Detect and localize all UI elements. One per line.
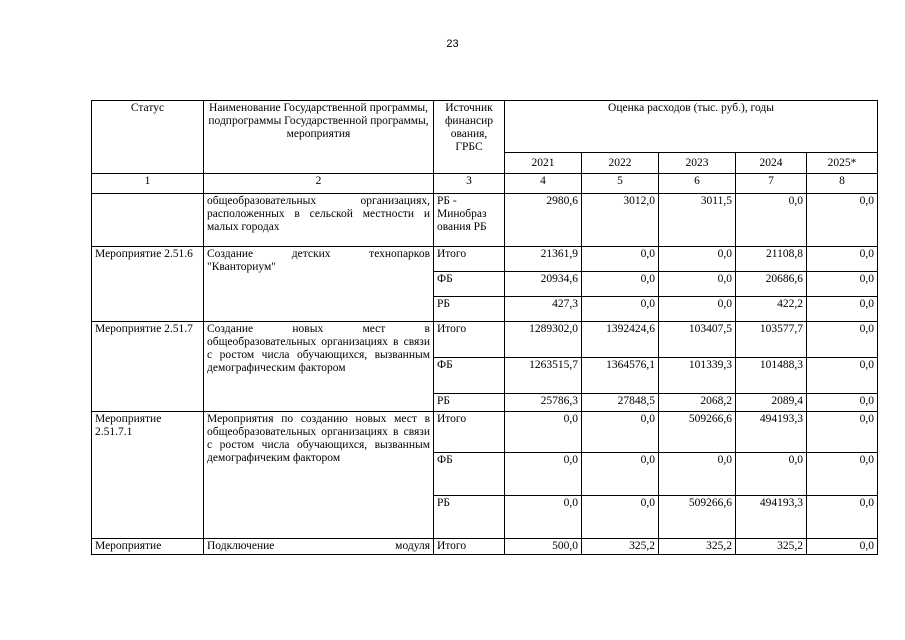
table-row bbox=[92, 322, 878, 358]
status-cell: Мероприятие 2.51.7.1 bbox=[92, 412, 204, 539]
value-cell: 20686,6 bbox=[736, 272, 807, 297]
column-number: 6 bbox=[659, 174, 736, 194]
source-cell: Итого bbox=[434, 539, 505, 555]
value-cell: 21361,9 bbox=[505, 247, 582, 272]
value-cell: 325,2 bbox=[582, 539, 659, 555]
value-cell: 21108,8 bbox=[736, 247, 807, 272]
status-cell: Мероприятие 2.51.6 bbox=[92, 247, 204, 322]
value-cell: 509266,6 bbox=[659, 496, 736, 539]
measure-name-cell: Создание детских технопарков "Кванториум" bbox=[204, 247, 434, 322]
value-cell: 422,2 bbox=[736, 297, 807, 322]
value-cell: 0,0 bbox=[807, 539, 878, 555]
value-cell: 494193,3 bbox=[736, 412, 807, 453]
column-number: 4 bbox=[505, 174, 582, 194]
value-cell: 0,0 bbox=[582, 496, 659, 539]
value-cell: 0,0 bbox=[582, 453, 659, 496]
value-cell: 325,2 bbox=[736, 539, 807, 555]
source-cell: Итого bbox=[434, 247, 505, 272]
column-number: 3 bbox=[434, 174, 505, 194]
value-cell: 0,0 bbox=[582, 412, 659, 453]
header-source: Источник финансир ования, ГРБС bbox=[434, 101, 505, 174]
source-cell: РБ bbox=[434, 394, 505, 412]
measure-name-cell: Подключение модуля bbox=[204, 539, 434, 555]
source-cell: ФБ bbox=[434, 358, 505, 394]
value-cell: 2980,6 bbox=[505, 194, 582, 247]
source-cell: ФБ bbox=[434, 272, 505, 297]
value-cell: 0,0 bbox=[659, 453, 736, 496]
value-cell: 0,0 bbox=[505, 412, 582, 453]
source-cell: РБ - Минобраз ования РБ bbox=[434, 194, 505, 247]
value-cell: 3011,5 bbox=[659, 194, 736, 247]
header-status: Статус bbox=[92, 101, 204, 174]
value-cell: 103407,5 bbox=[659, 322, 736, 358]
value-cell: 20934,6 bbox=[505, 272, 582, 297]
column-number: 2 bbox=[204, 174, 434, 194]
column-number: 8 bbox=[807, 174, 878, 194]
value-cell: 1289302,0 bbox=[505, 322, 582, 358]
value-cell: 0,0 bbox=[505, 453, 582, 496]
value-cell: 0,0 bbox=[807, 272, 878, 297]
value-cell: 427,3 bbox=[505, 297, 582, 322]
value-cell: 0,0 bbox=[807, 297, 878, 322]
status-cell bbox=[92, 194, 204, 247]
table-row bbox=[92, 194, 878, 247]
value-cell: 0,0 bbox=[807, 496, 878, 539]
header-row bbox=[92, 101, 878, 153]
value-cell: 1263515,7 bbox=[505, 358, 582, 394]
value-cell: 0,0 bbox=[582, 272, 659, 297]
header-year: 2024 bbox=[736, 153, 807, 174]
column-number-row bbox=[92, 174, 878, 194]
measure-name-cell: Мероприятия по созданию новых мест в общеобразовательных организациях в связи с ростом числа обучающихся, вызванным демографичеким фактором bbox=[204, 412, 434, 539]
value-cell: 101339,3 bbox=[659, 358, 736, 394]
value-cell: 0,0 bbox=[659, 247, 736, 272]
source-cell: РБ bbox=[434, 297, 505, 322]
column-number: 7 bbox=[736, 174, 807, 194]
value-cell: 0,0 bbox=[659, 297, 736, 322]
table-row bbox=[92, 412, 878, 453]
value-cell: 0,0 bbox=[807, 194, 878, 247]
value-cell: 1364576,1 bbox=[582, 358, 659, 394]
value-cell: 494193,3 bbox=[736, 496, 807, 539]
page-number: 23 bbox=[446, 38, 459, 50]
header-year: 2023 bbox=[659, 153, 736, 174]
header-year: 2021 bbox=[505, 153, 582, 174]
value-cell: 3012,0 bbox=[582, 194, 659, 247]
value-cell: 0,0 bbox=[582, 297, 659, 322]
header-expenses: Оценка расходов (тыс. руб.), годы bbox=[505, 101, 878, 153]
value-cell: 0,0 bbox=[736, 194, 807, 247]
column-number: 1 bbox=[92, 174, 204, 194]
source-cell: ФБ bbox=[434, 453, 505, 496]
value-cell: 0,0 bbox=[582, 247, 659, 272]
value-cell: 0,0 bbox=[807, 247, 878, 272]
value-cell: 0,0 bbox=[807, 394, 878, 412]
value-cell: 27848,5 bbox=[582, 394, 659, 412]
status-cell: Мероприятие bbox=[92, 539, 204, 555]
source-cell: Итого bbox=[434, 322, 505, 358]
value-cell: 325,2 bbox=[659, 539, 736, 555]
value-cell: 0,0 bbox=[807, 358, 878, 394]
status-cell: Мероприятие 2.51.7 bbox=[92, 322, 204, 412]
header-year: 2025* bbox=[807, 153, 878, 174]
value-cell: 0,0 bbox=[736, 453, 807, 496]
value-cell: 101488,3 bbox=[736, 358, 807, 394]
value-cell: 509266,6 bbox=[659, 412, 736, 453]
measure-name-cell: Создание новых мест в общеобразовательных организациях в связи с ростом числа обучающихся, вызванным демографическим фактором bbox=[204, 322, 434, 412]
measure-name-cell: общеобразовательных организациях, расположенных в сельской местности и малых городах bbox=[204, 194, 434, 247]
table-row bbox=[92, 539, 878, 555]
budget-table bbox=[91, 100, 878, 555]
table-row bbox=[92, 247, 878, 272]
value-cell: 2068,2 bbox=[659, 394, 736, 412]
value-cell: 0,0 bbox=[807, 412, 878, 453]
value-cell: 0,0 bbox=[505, 496, 582, 539]
value-cell: 0,0 bbox=[807, 453, 878, 496]
value-cell: 0,0 bbox=[807, 322, 878, 358]
source-cell: РБ bbox=[434, 496, 505, 539]
source-cell: Итого bbox=[434, 412, 505, 453]
value-cell: 2089,4 bbox=[736, 394, 807, 412]
column-number: 5 bbox=[582, 174, 659, 194]
header-name: Наименование Государственной программы, подпрограммы Государственной программы, мероприятия bbox=[204, 101, 434, 174]
header-year: 2022 bbox=[582, 153, 659, 174]
value-cell: 25786,3 bbox=[505, 394, 582, 412]
value-cell: 0,0 bbox=[659, 272, 736, 297]
value-cell: 1392424,6 bbox=[582, 322, 659, 358]
value-cell: 500,0 bbox=[505, 539, 582, 555]
value-cell: 103577,7 bbox=[736, 322, 807, 358]
